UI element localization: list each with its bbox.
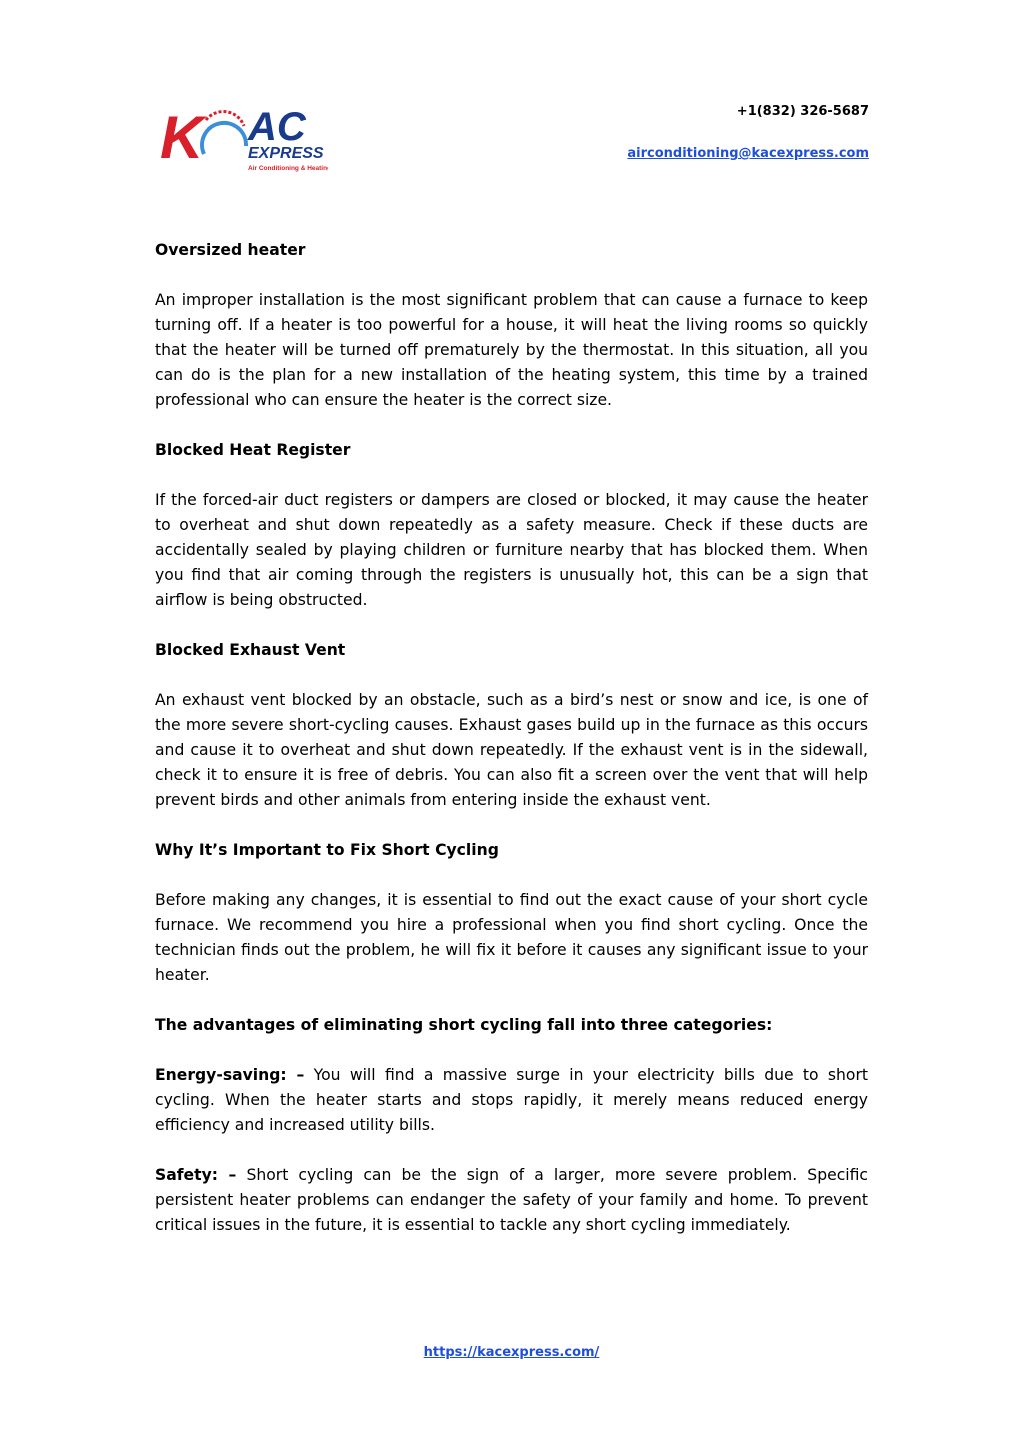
section-heading-why-fix: Why It’s Important to Fix Short Cycling — [155, 841, 499, 859]
website-link[interactable]: https://kacexpress.com/ — [423, 1345, 600, 1360]
kac-express-logo-icon — [160, 100, 328, 178]
advantage-label: Safety: – — [155, 1166, 237, 1184]
svg-text:K: K — [160, 104, 204, 171]
email-link[interactable]: airconditioning@kacexpress.com — [627, 146, 869, 161]
advantage-text: You will find a massive surge in your electricity bills due to short cycling. When the heater starts and stops rapidly, it merely means reduced energy efficiency and increased utility bills. — [155, 1066, 869, 1134]
section-heading-oversized-heater: Oversized heater — [155, 241, 306, 259]
contact-block — [627, 104, 869, 161]
footer — [0, 1345, 1023, 1360]
advantage-energy-saving — [155, 1063, 868, 1138]
phone-number: +1(832) 326-5687 — [736, 104, 869, 119]
section-paragraph-oversized-heater: An improper installation is the most significant problem that can cause a furnace to keep turning off. If a heater is too powerful for a house, it will heat the living rooms so quickly that the heater will be turned off prematurely by the thermostat. In this situation, all you can do is the plan for a new installation of the heating system, this time by a trained professional who can ensure the heater is the correct size. — [155, 291, 868, 409]
advantage-safety — [155, 1163, 868, 1238]
section-heading-blocked-exhaust-vent: Blocked Exhaust Vent — [155, 641, 346, 659]
svg-text:Air Conditioning & Heating: Air Conditioning & Heating — [248, 165, 328, 172]
section-heading-advantages: The advantages of eliminating short cycling fall into three categories: — [155, 1016, 773, 1034]
section-heading-blocked-heat-register: Blocked Heat Register — [155, 441, 351, 459]
section-paragraph-why-fix: Before making any changes, it is essential to find out the exact cause of your short cycle furnace. We recommend you hire a professional when you find short cycling. Once the technician finds out the problem, he will fix it before it causes any significant issue to your heater. — [155, 891, 868, 984]
section-paragraph-blocked-exhaust-vent: An exhaust vent blocked by an obstacle, such as a bird’s nest or snow and ice, is one of the more severe short-cycling causes. Exhaust gases build up in the furnace as this occurs and cause it to overheat and shut down repeatedly. If the exhaust vent is in the sidewall, check it to ensure it is free of debris. You can also fit a screen over the vent that will help prevent birds and other animals from entering inside the exhaust vent. — [155, 691, 868, 809]
advantage-text: Short cycling can be the sign of a larger, more severe problem. Specific persistent heater problems can endanger the safety of your family and home. To prevent critical issues in the future, it is essential to tackle any short cycling immediately. — [155, 1166, 868, 1234]
company-logo — [160, 100, 328, 178]
article-body — [155, 238, 868, 1263]
section-paragraph-blocked-heat-register: If the forced-air duct registers or dampers are closed or blocked, it may cause the heater to overheat and shut down repeatedly as a safety measure. Check if these ducts are accidentally sealed by playing children or furniture nearby that has blocked them. When you find that air coming through the registers is unusually hot, this can be a sign that airflow is being obstructed. — [155, 491, 868, 609]
advantage-label: Energy-saving: – — [155, 1066, 305, 1084]
svg-text:EXPRESS: EXPRESS — [248, 145, 324, 162]
svg-text:AC: AC — [248, 105, 306, 149]
